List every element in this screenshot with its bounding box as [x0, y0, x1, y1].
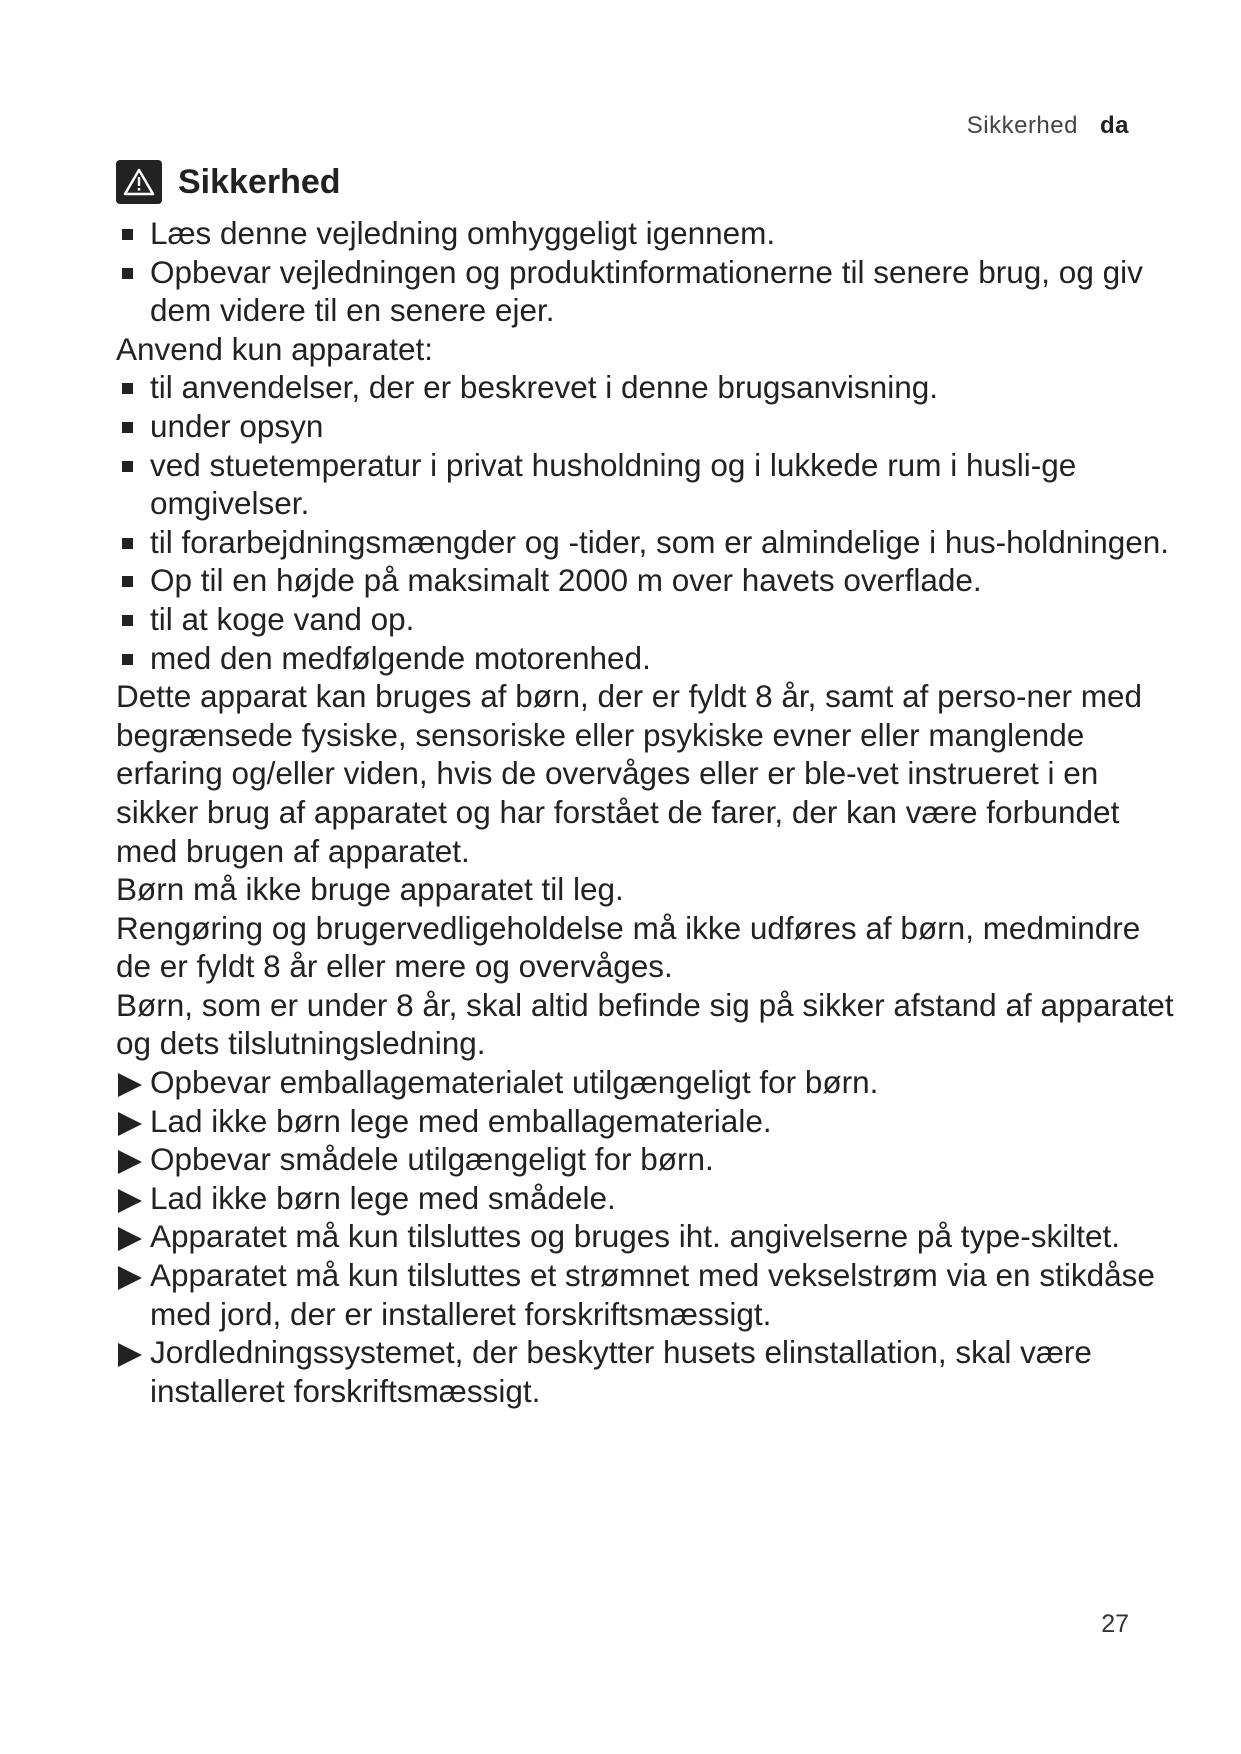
square-bullet-icon [116, 407, 150, 446]
page-number: 27 [1101, 1610, 1129, 1638]
instruction-item: Opbevar smådele utilgængeligt for børn. [116, 1140, 1176, 1179]
instruction-item: Apparatet må kun tilsluttes et strømnet med vekselstrøm via en stikdåse med jord, der er installeret forskriftsmæssigt. [116, 1256, 1176, 1333]
section-title [116, 160, 341, 204]
square-bullet-icon [116, 214, 150, 253]
square-bullet-icon [116, 561, 150, 600]
instruction-item: Jordledningssystemet, der beskytter husets elinstallation, skal være installeret forskriftsmæssigt. [116, 1333, 1176, 1410]
bullet-item: til at koge vand op. [116, 600, 1176, 639]
header-section: Sikkerhed [966, 112, 1078, 139]
bullet-item: ved stuetemperatur i privat husholdning og i lukkede rum i husli-ge omgivelser. [116, 446, 1176, 523]
arrow-bullet-icon [116, 1102, 150, 1141]
bullet-item: Op til en højde på maksimalt 2000 m over havets overflade. [116, 561, 1176, 600]
running-header [967, 112, 1129, 140]
bullet-item: til anvendelser, der er beskrevet i denne brugsanvisning. [116, 368, 1176, 407]
paragraph: Anvend kun apparatet: [116, 330, 433, 367]
paragraph: Dette apparat kan bruges af børn, der er fyldt 8 år, samt af perso-ner med begrænsede fysiske, sensoriske eller psykiske evner eller manglende erfaring og/eller viden, hvis de overvåges eller er ble-vet instrueret i en sikker brug af apparatet og har forstået de farer, der kan være forbundet med brugen af apparatet. [116, 678, 1143, 869]
bullet-item: Opbevar vejledningen og produktinformationerne til senere brug, og giv dem videre til en senere ejer. [116, 253, 1176, 330]
instruction-item: Lad ikke børn lege med emballagemateriale. [116, 1102, 1176, 1141]
bullet-item: til forarbejdningsmængder og -tider, som er almindelige i hus-holdningen. [116, 523, 1176, 562]
square-bullet-icon [116, 253, 150, 330]
arrow-bullet-icon [116, 1179, 150, 1218]
square-bullet-icon [116, 523, 150, 562]
header-language: da [1099, 112, 1129, 139]
bullet-item: med den medfølgende motorenhed. [116, 639, 1176, 678]
paragraph: Rengøring og brugervedligeholdelse må ikke udføres af børn, medmindre de er fyldt 8 år eller mere og overvåges. [116, 909, 1141, 985]
arrow-bullet-icon [116, 1140, 150, 1179]
square-bullet-icon [116, 368, 150, 407]
bullet-item: under opsyn [116, 407, 1176, 446]
paragraph: Børn, som er under 8 år, skal altid befinde sig på sikker afstand af apparatet og dets tilslutningsledning. [116, 986, 1174, 1062]
instruction-item: Opbevar emballagematerialet utilgængeligt for børn. [116, 1063, 1176, 1102]
warning-triangle-icon [116, 160, 162, 204]
arrow-bullet-icon [116, 1256, 150, 1333]
paragraph: Børn må ikke bruge apparatet til leg. [116, 871, 624, 908]
arrow-bullet-icon [116, 1333, 150, 1410]
instruction-item: Apparatet må kun tilsluttes og bruges iht. angivelserne på type-skiltet. [116, 1217, 1176, 1256]
square-bullet-icon [116, 600, 150, 639]
arrow-bullet-icon [116, 1217, 150, 1256]
instruction-item: Lad ikke børn lege med smådele. [116, 1179, 1176, 1218]
bullet-item: Læs denne vejledning omhyggeligt igennem. [116, 214, 1176, 253]
arrow-bullet-icon [116, 1063, 150, 1102]
section-title-text: Sikkerhed [178, 162, 341, 201]
body-content [116, 214, 1176, 1410]
square-bullet-icon [116, 446, 150, 523]
square-bullet-icon [116, 639, 150, 678]
